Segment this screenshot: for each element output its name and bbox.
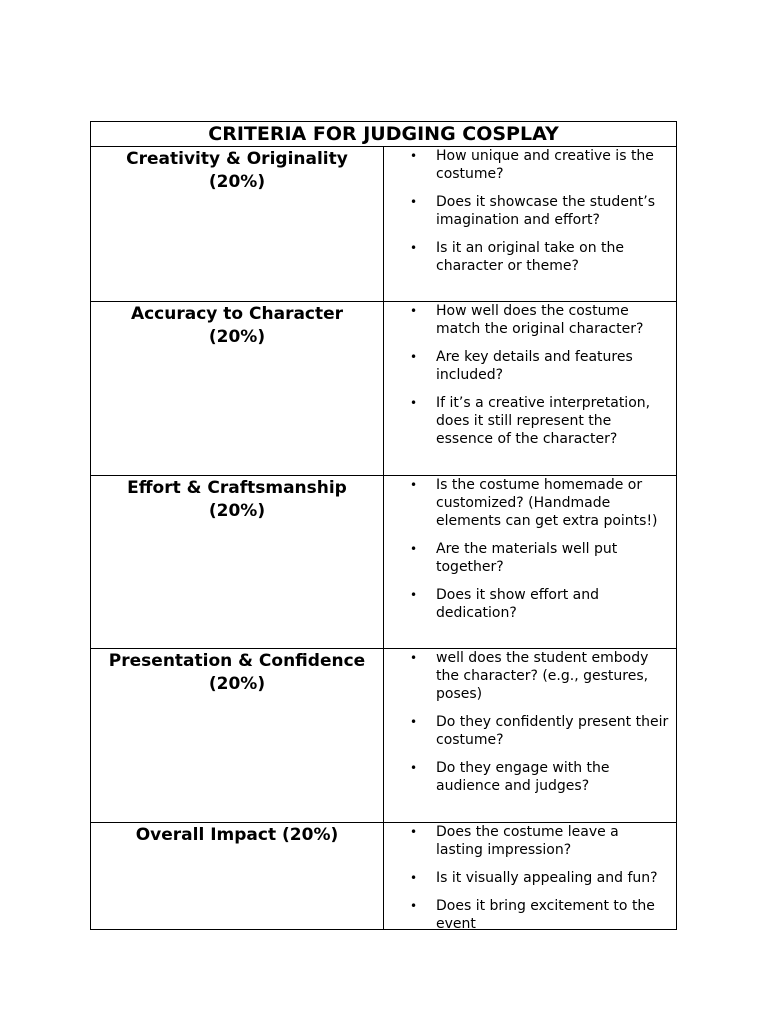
- point-text: Do they engage with the audience and judges?: [436, 760, 610, 794]
- criterion-points: [384, 649, 676, 822]
- bullet-icon: •: [410, 350, 418, 364]
- list-item: [384, 302, 676, 338]
- point-text: well does the student embody the character? (e.g., gestures, poses): [436, 650, 649, 702]
- point-text: Is the costume homemade or customized? (Handmade elements can get extra points!): [436, 477, 658, 529]
- criterion-name: Creativity & Originality: [126, 149, 348, 169]
- list-item: [384, 394, 676, 448]
- point-text: Does it bring excitement to the event: [436, 898, 655, 932]
- bullet-icon: •: [410, 588, 418, 602]
- table-title: CRITERIA FOR JUDGING COSPLAY: [91, 122, 676, 147]
- point-text: Are key details and features included?: [436, 349, 633, 383]
- point-text: If it’s a creative interpretation, does it still represent the essence of the character?: [436, 395, 651, 447]
- point-text: Does the costume leave a lasting impression?: [436, 824, 619, 858]
- point-text: Are the materials well put together?: [436, 541, 618, 575]
- list-item: [384, 897, 676, 933]
- criterion-weight: (20%): [208, 327, 266, 347]
- bullet-icon: •: [410, 195, 418, 209]
- bullet-icon: •: [410, 149, 418, 163]
- point-text: Do they confidently present their costume?: [436, 714, 669, 748]
- criterion-heading: [91, 302, 384, 475]
- criterion-heading: [91, 649, 384, 822]
- bullet-icon: •: [410, 651, 418, 665]
- bullet-icon: •: [410, 825, 418, 839]
- criterion-name: Accuracy to Character: [130, 304, 344, 324]
- list-item: [384, 348, 676, 384]
- point-text: Does it showcase the student’s imagination and effort?: [436, 194, 656, 228]
- point-text: Is it visually appealing and fun?: [436, 870, 658, 886]
- list-item: [384, 540, 676, 576]
- criterion-weight: (20%): [208, 172, 266, 192]
- criterion-row: [91, 147, 676, 302]
- criterion-row: [91, 823, 676, 932]
- list-item: [384, 713, 676, 749]
- criterion-heading: [91, 476, 384, 648]
- criterion-points: [384, 823, 676, 932]
- criterion-points: [384, 147, 676, 301]
- point-text: Does it show effort and dedication?: [436, 587, 600, 621]
- list-item: [384, 476, 676, 530]
- criterion-name: Effort & Craftsmanship: [127, 478, 347, 498]
- criterion-weight: (20%): [208, 501, 266, 521]
- bullet-icon: •: [410, 715, 418, 729]
- criterion-points: [384, 476, 676, 648]
- list-item: [384, 239, 676, 275]
- list-item: [384, 586, 676, 622]
- criterion-heading: [91, 823, 384, 929]
- bullet-icon: •: [410, 478, 418, 492]
- list-item: [384, 869, 676, 887]
- criterion-name: Overall Impact (20%): [135, 825, 339, 845]
- list-item: [384, 823, 676, 859]
- list-item: [384, 147, 676, 183]
- bullet-icon: •: [410, 304, 418, 318]
- criteria-table: [90, 121, 677, 930]
- bullet-icon: •: [410, 871, 418, 885]
- list-item: [384, 649, 676, 703]
- bullet-icon: •: [410, 241, 418, 255]
- list-item: [384, 193, 676, 229]
- criterion-name: Presentation & Confidence: [108, 651, 366, 671]
- bullet-icon: •: [410, 396, 418, 410]
- bullet-icon: •: [410, 542, 418, 556]
- criterion-row: [91, 649, 676, 823]
- criterion-row: [91, 476, 676, 649]
- bullet-icon: •: [410, 899, 418, 913]
- list-item: [384, 759, 676, 795]
- criterion-points: [384, 302, 676, 475]
- criterion-weight: (20%): [208, 674, 266, 694]
- criterion-heading: [91, 147, 384, 301]
- point-text: How well does the costume match the original character?: [436, 303, 644, 337]
- point-text: Is it an original take on the character or theme?: [436, 240, 624, 274]
- criterion-row: [91, 302, 676, 476]
- point-text: How unique and creative is the costume?: [436, 148, 654, 182]
- bullet-icon: •: [410, 761, 418, 775]
